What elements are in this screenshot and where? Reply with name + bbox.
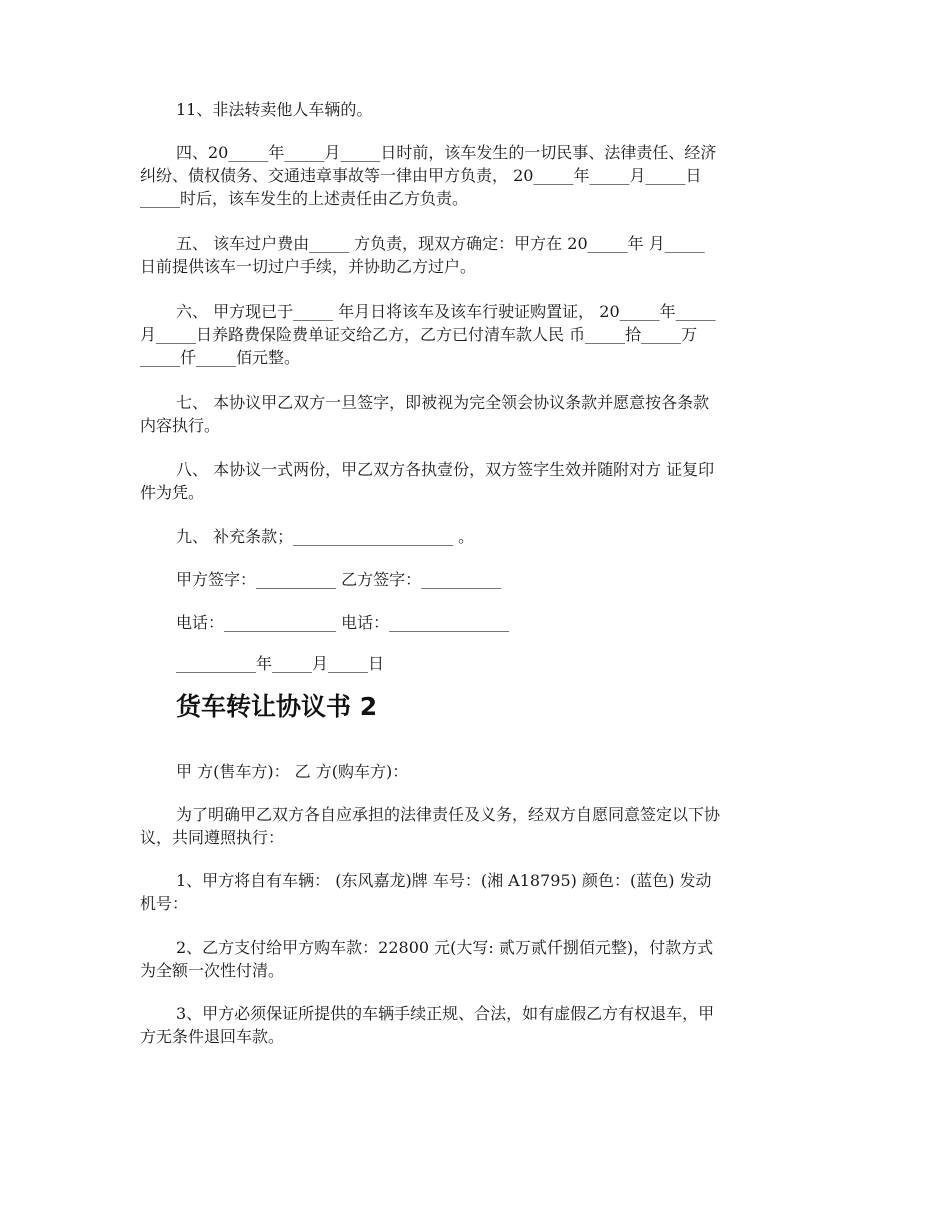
text-line: _____时后，该车发生的上述责任由乙方负责。 [140, 189, 469, 208]
text-line: 为了明确甲乙双方各自应承担的法律责任及义务，经双方自愿同意签定以下协 [176, 805, 721, 824]
clause-2 [140, 936, 812, 982]
text-line: _____仟_____佰元整。 [140, 348, 301, 367]
clause-5 [140, 232, 812, 278]
intro-paragraph [140, 803, 812, 849]
text-line: 日前提供该车一切过户手续，并协助乙方过户。 [140, 257, 477, 276]
clause-1 [140, 869, 812, 915]
text-line: 议，共同遵照执行： [140, 828, 285, 847]
text-line: 11、非法转卖他人车辆的。 [176, 100, 373, 119]
text-line: 3、甲方必须保证所提供的车辆手续正规、合法，如有虚假乙方有权退车，甲 [176, 1004, 715, 1023]
clause-3 [140, 1002, 812, 1048]
text-line: 电话：______________ 电话：_______________ [176, 613, 510, 632]
text-line: 七、 本协议甲乙双方一旦签字，即被视为完全领会协议条款并愿意按各条款 [176, 393, 710, 412]
signature-line [140, 568, 812, 591]
text-line: 纠纷、债权债务、交通违章事故等一律由甲方负责， 20_____年_____月_____日 [140, 166, 702, 185]
parties-line [140, 760, 812, 783]
clause-6 [140, 300, 812, 369]
phone-line [140, 611, 812, 634]
text-line: 九、 补充条款；____________________ 。 [176, 527, 475, 546]
clause-9 [140, 525, 812, 548]
clause-11 [140, 98, 812, 121]
text-line: 四、20_____年_____月_____日时前，该车发生的一切民事、法律责任、经济 [176, 143, 717, 162]
text-line: 内容执行。 [140, 416, 221, 435]
section-title: 货车转让协议书 2 [176, 692, 378, 721]
text-line: 甲方签字：__________ 乙方签字：__________ [176, 570, 502, 589]
text-line: 2、乙方支付给甲方购车款：22800 元(大写: 贰万贰仟捌佰元整)，付款方式 [176, 938, 714, 957]
clause-8 [140, 458, 812, 504]
text-line: 月_____日养路费保险费单证交给乙方，乙方已付清车款人民 币_____拾_____万 [140, 325, 698, 344]
date-line [140, 652, 812, 675]
text-line: __________年_____月_____日 [176, 654, 385, 673]
text-line: 件为凭。 [140, 483, 205, 502]
text-line: 为全额一次性付清。 [140, 961, 285, 980]
text-line: 五、 该车过户费由_____ 方负责，现双方确定：甲方在 20_____年 月_____ [176, 234, 705, 253]
text-line: 1、甲方将自有车辆： (东风嘉龙)牌 车号：(湘 A18795) 颜色：(蓝色) 发动 [176, 871, 712, 890]
text-line: 八、 本协议一式两份，甲乙双方各执壹份，双方签字生效并随附对方 证复印 [176, 460, 715, 479]
clause-7 [140, 391, 812, 437]
text-line: 六、 甲方现已于_____ 年月日将该车及该车行驶证购置证， 20_____年_____ [176, 302, 716, 321]
clause-4 [140, 141, 812, 210]
text-line: 方无条件退回车款。 [140, 1027, 285, 1046]
text-line: 机号： [140, 894, 189, 913]
text-line: 甲 方(售车方)： 乙 方(购车方)： [176, 762, 409, 781]
